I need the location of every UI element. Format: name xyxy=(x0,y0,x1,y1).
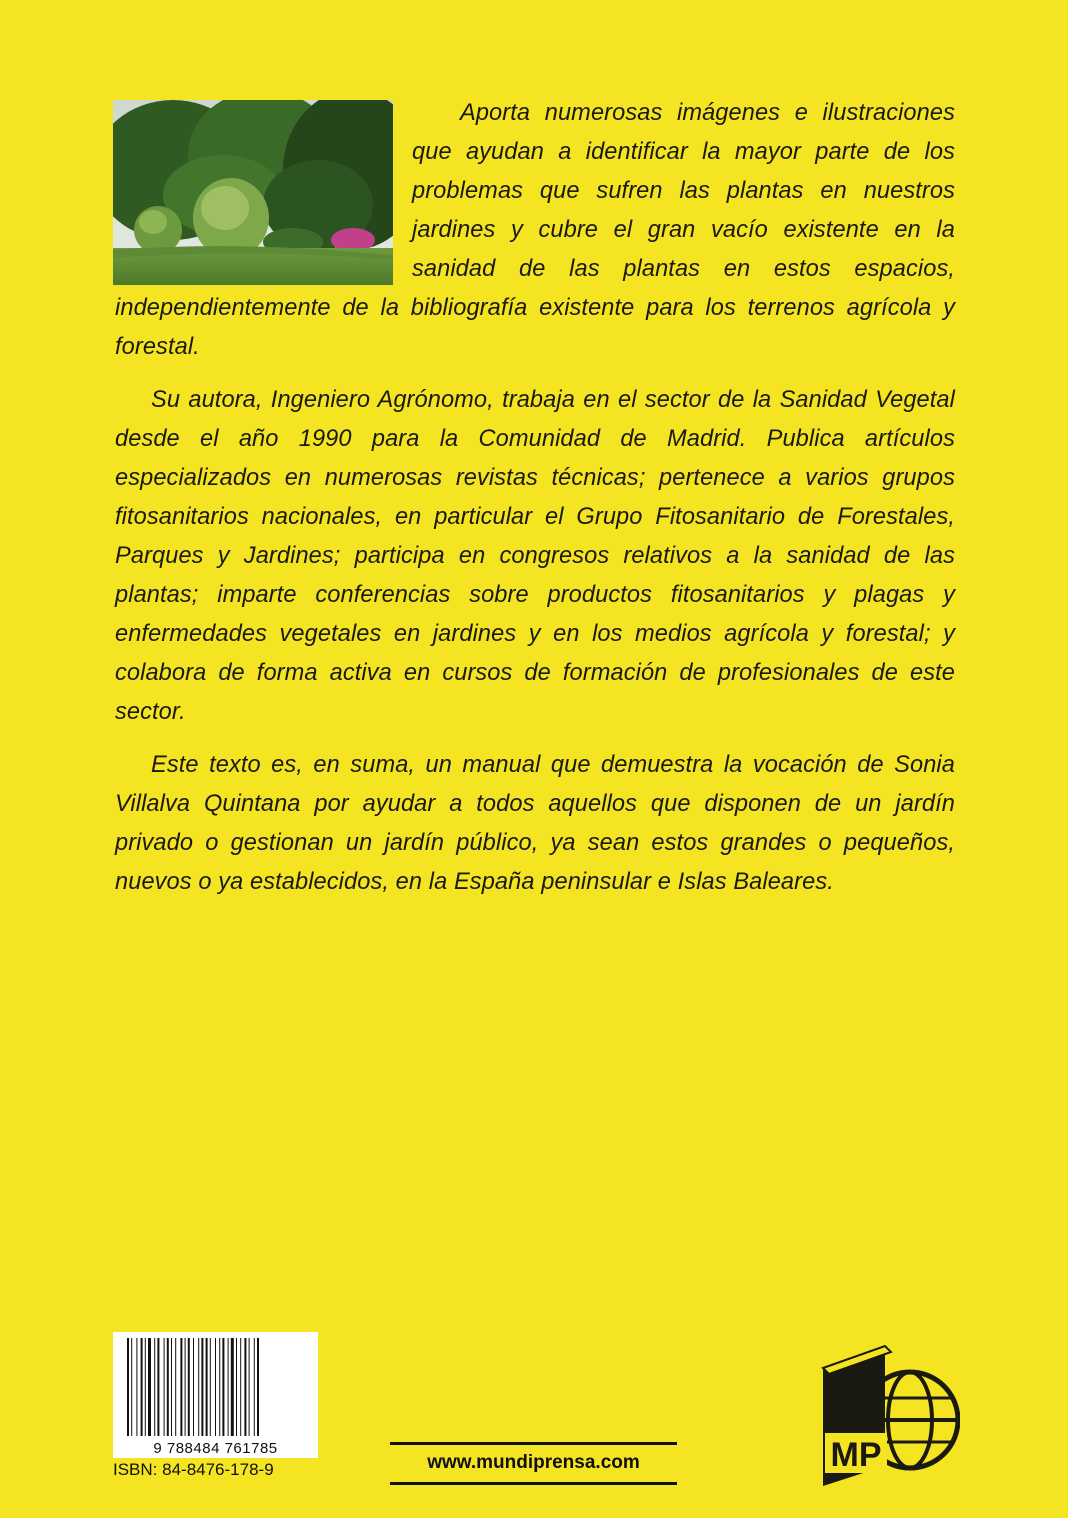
intro-paragraph: Aporta numerosas imágenes e ilustraciones que ayudan a identificar la mayor parte de los problemas que sufren las plantas en nuestros jardines y cubre el gran vacío existente en la sanidad de las plantas en estos espacios, independientemente de la bibliografía existente para los terrenos agrícola y forestal. Su autora, Ingeniero Agrónomo, trabaja en el sector de la Sanidad Vegetal desde el año 1990 para la Comunidad de Madrid. Publica artículos especializados en numerosas revistas técnicas; pertenece a varios grupos fitosanitarios nacionales, en particular el Grupo Fitosanitario de Forestales, Parques y Jardines; participa en congresos relativos a la sanidad de las plantas; imparte conferencias sobre productos fitosanitarios y plagas y enfermedades vegetales en jardines y en los medios agrícola y forestal; y colabora de forma activa en cursos de formación de profesionales de este sector. Este texto es, en suma, un manual que demuestra la vocación de Sonia Villalva Quintana por ayudar a todos aquellos que disponen de un jardín privado o gestionan un jardín público, ya sean estos grandes o pequeños, nuevos o ya establecidos, en la España peninsular e Islas Baleares. xyxy=(115,94,955,916)
isbn-label: ISBN: 84-8476-178-9 xyxy=(113,1460,274,1479)
barcode-digits: 9 788484 761785 xyxy=(153,1440,278,1457)
url-divider-bottom xyxy=(390,1482,677,1485)
logo-letters: MP xyxy=(830,1436,882,1474)
closing-paragraph: Este texto es, en suma, un manual que demuestra la vocación de Sonia Villalva Quintana por ayudar a todos aquellos que disponen de un jardín privado o gestionan un jardín público, ya sean estos grandes o pequeños, nuevos o ya establecidos, en la España peninsular e Islas Baleares. xyxy=(115,752,955,895)
publisher-website: www.mundiprensa.com xyxy=(427,1452,640,1473)
barcode xyxy=(113,1332,318,1458)
author-paragraph: Su autora, Ingeniero Agrónomo, trabaja en el sector de la Sanidad Vegetal desde el año 1990 para la Comunidad de Madrid. Publica artículos especializados en numerosas revistas técnicas; pertenece a varios grupos fitosanitarios nacionales, en particular el Grupo Fitosanitario de Forestales, Parques y Jardines; participa en congresos relativos a la sanidad de las plantas; imparte conferencias sobre productos fitosanitarios y plagas y enfermedades vegetales en jardines y en los medios agrícola y forestal; y colabora de forma activa en cursos de formación de profesionales de este sector. xyxy=(115,387,955,725)
url-divider-top xyxy=(390,1442,677,1445)
publisher-logo xyxy=(815,1338,960,1488)
